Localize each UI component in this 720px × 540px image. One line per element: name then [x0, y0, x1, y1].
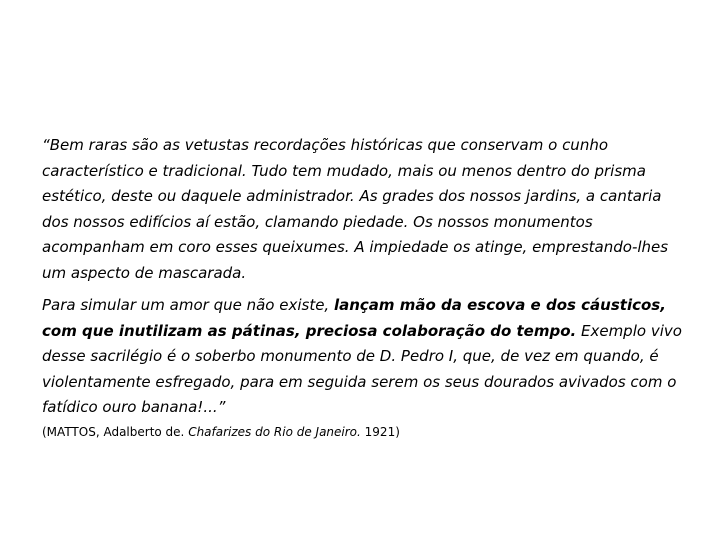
- quote-paragraph-2: [42, 293, 682, 421]
- citation-close: ): [395, 425, 400, 439]
- quote-paragraph-2-end: Exemplo vivo desse sacrilégio é o soberbo monumento de D. Pedro I, que, de vez em quando, é violentamente esfregado, para em seguida serem os seus dourados avivados com o fatídico ouro banana!...”: [42, 321, 682, 416]
- quote-paragraph-1: “Bem raras são as vetustas recordações históricas que conservam o cunho característico e tradicional. Tudo tem mudado, mais ou menos dentro do prisma estético, deste ou daquele administrador. As grades dos nossos jardins, a cantaria dos nossos edifícios aí estão, clamando piedade. Os nossos monumentos acompanham em coro esses queixumes. A impiedade os atinge, emprestando-lhes um aspecto de mascarada.: [42, 136, 669, 282]
- citation-title: Chafarizes do Rio de Janeiro.: [188, 425, 361, 439]
- citation-author: (MATTOS, Adalberto de.: [42, 425, 189, 439]
- citation-year: 1921: [360, 425, 396, 439]
- citation: [42, 424, 682, 440]
- quote-paragraph-2-start: Para simular um amor que não existe,: [42, 296, 334, 314]
- quote-block: [42, 133, 682, 421]
- quote-emphasis: lançam mão da escova e dos cáusticos, com que inutilizam as pátinas, preciosa colaboração do tempo.: [42, 296, 666, 340]
